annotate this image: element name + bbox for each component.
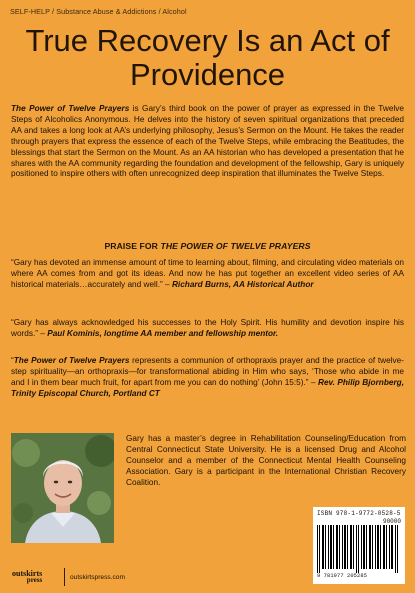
isbn-number: ISBN 978-1-9772-0528-5: [317, 510, 401, 517]
cover-title: [0, 24, 415, 92]
praise-heading: [0, 241, 415, 251]
title-line-1: True Recovery Is an Act of: [25, 23, 390, 58]
price-code: 90000: [382, 518, 401, 525]
quote-open: “: [11, 356, 14, 365]
quote-author: Paul Kominis, longtime AA member and fellowship mentor.: [47, 328, 279, 338]
praise-heading-title: THE POWER OF TWELVE PRAYERS: [160, 241, 311, 251]
barcode-bars: [317, 525, 401, 573]
praise-quote: [11, 356, 404, 400]
publisher-logo: [12, 570, 42, 584]
category-label: SELF-HELP / Substance Abuse & Addictions / Alcohol: [10, 7, 187, 16]
quote-author: Rev. Philip Bjornberg, Trinity Episcopal Church, Portland CT: [11, 377, 404, 398]
quote-text: represents a communion of orthopraxis prayer and the practice of twelve-step spirituality—an orthopraxis—for transformational abiding in Him who says, ‘Those who abide in me and I in them bear much fruit, for apart from me you can do nothing’ (John 15:5).” –: [11, 356, 404, 387]
praise-quote: [11, 258, 404, 291]
quote-book-title: The Power of Twelve Prayers: [13, 356, 130, 365]
isbn-barcode: [313, 507, 405, 584]
praise-heading-prefix: PRAISE FOR: [104, 241, 161, 251]
publisher-divider: [64, 568, 65, 586]
book-description: [11, 104, 404, 180]
description-body: is Gary’s third book on the power of prayer as expressed in the Twelve Steps of Alcoholics Anonymous. He delves into the history of seven spiritual organizations that preceded AA and takes a long look at AA’s underlying philosophy, Jesus’s Sermon on the Mount. He takes the reader through prayers that express the essence of each of the Twelve Steps, while embracing the Beatitudes, the blessings that start the Sermon on the Mount. As an AA historian who has developed a presentation that he shares with the AA community regarding the foundation and development of the fellowship, Gary is uniquely positioned to inspire others with often unrecognized deep inspiration that illuminates the Twelve Steps.: [11, 104, 404, 179]
barcode-digits: 9 781977 205285: [317, 573, 368, 579]
quote-text: “Gary has always acknowledged his successes to the Holy Spirit. His humility and devotion inspire his words.” –: [11, 318, 404, 338]
author-photo: [11, 433, 114, 543]
quote-text: “Gary has devoted an immense amount of time to learning about, filming, and circulating video materials on where AA comes from and got its ideas. And now he has put together an excellent video series of AA historical materials…accurately and well.” –: [11, 258, 404, 289]
logo-line-1: outskirts: [12, 569, 43, 578]
publisher-website: outskirtspress.com: [70, 574, 125, 581]
author-bio: Gary has a master’s degree in Rehabilitation Counseling/Education from Central Connecticut State University. He is a licensed Drug and Alcohol Counselor and a member of the Connecticut Mental Health Counseling Association. Gary is a participant in the International Christian Recovery Coalition.: [126, 434, 406, 487]
title-line-2: Providence: [129, 57, 286, 92]
quote-author: Richard Burns, AA Historical Author: [171, 279, 314, 289]
praise-quote: [11, 318, 404, 340]
author-portrait-image: [11, 433, 114, 543]
logo-line-2: press: [26, 576, 43, 584]
description-lead: The Power of Twelve Prayers: [11, 104, 130, 113]
